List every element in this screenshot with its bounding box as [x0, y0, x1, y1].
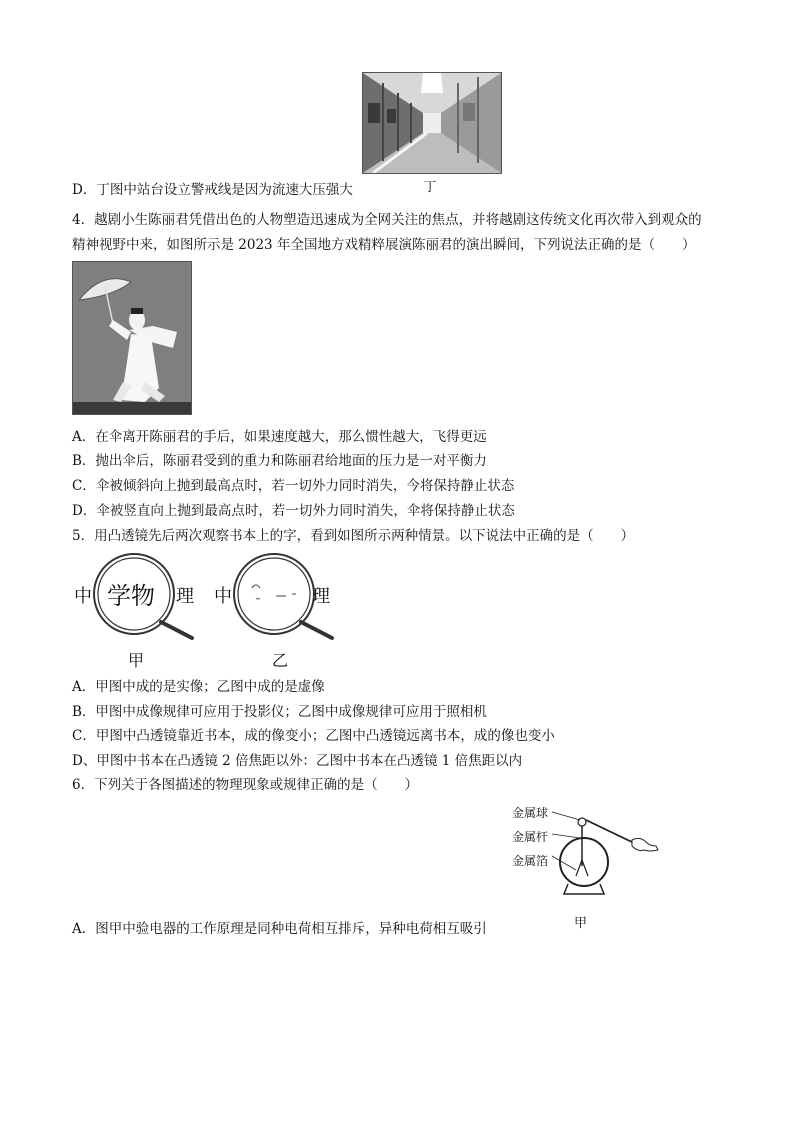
opera-performer-illustration	[73, 262, 191, 414]
q4-option-a: A．在伞离开陈丽君的手后，如果速度越大，那么惯性越大，飞得更远	[72, 429, 487, 445]
fig-a-char-left: 中	[74, 586, 92, 607]
subway-platform-illustration	[363, 73, 501, 173]
opera-performer-photo	[72, 261, 192, 415]
fig-b-char-left: 中	[214, 586, 232, 607]
q5-stem: 5．用凸透镜先后两次观察书本上的字，看到如图所示两种情景。以下说法中正确的是（ ）	[72, 528, 635, 544]
lens-figure-a	[72, 552, 202, 672]
fig-b-caption: 乙	[272, 651, 289, 670]
q3-option-d: D．丁图中站台设立警戒线是因为流速大压强大	[72, 182, 353, 198]
q5-option-c: C．甲图中凸透镜靠近书本，成的像变小；乙图中凸透镜远离书本，成的像也变小	[72, 728, 555, 744]
label-metal-rod: 金属杆	[512, 830, 549, 844]
label-metal-foil: 金属箔	[512, 854, 549, 868]
fig-a-lens-text: 学物	[107, 582, 155, 610]
q4-stem-line1: 4．越剧小生陈丽君凭借出色的人物塑造迅速成为全网关注的焦点，并将越剧这传统文化再次带入到观众的	[72, 212, 702, 228]
lens-figure-b	[212, 552, 342, 672]
label-metal-ball: 金属球	[512, 806, 549, 820]
fig-a-char-right: 理	[176, 586, 194, 607]
electroscope-figure	[508, 804, 668, 930]
subway-platform-photo	[362, 72, 502, 174]
fig-b-char-right: 理	[312, 586, 330, 607]
q5-option-a: A．甲图中成的是实像；乙图中成的是虚像	[72, 679, 325, 695]
q4-option-b: B．抛出伞后，陈丽君受到的重力和陈丽君给地面的压力是一对平衡力	[72, 453, 487, 469]
q5-option-d: D、甲图中书本在凸透镜 2 倍焦距以外：乙图中书本在凸透镜 1 倍焦距以内	[72, 753, 523, 769]
q5-option-b: B．甲图中成像规律可应用于投影仪；乙图中成像规律可应用于照相机	[72, 704, 487, 720]
q4-stem-line2: 精神视野中来，如图所示是 2023 年全国地方戏精粹展演陈丽君的演出瞬间，下列说法正确的是（ ）	[72, 237, 696, 253]
electroscope-caption: 甲	[574, 916, 588, 931]
q4-option-d: D．伞被竖直向上抛到最高点时，若一切外力同时消失，伞将保持静止状态	[72, 503, 515, 519]
fig-a-caption: 甲	[128, 651, 145, 670]
subway-photo-caption: 丁	[423, 180, 437, 195]
q6-stem: 6．下列关于各图描述的物理现象或规律正确的是（ ）	[72, 777, 419, 793]
q6-option-a: A．图甲中验电器的工作原理是同种电荷相互排斥，异种电荷相互吸引	[72, 921, 487, 937]
q4-option-c: C．伞被倾斜向上抛到最高点时，若一切外力同时消失，今将保持静止状态	[72, 478, 515, 494]
